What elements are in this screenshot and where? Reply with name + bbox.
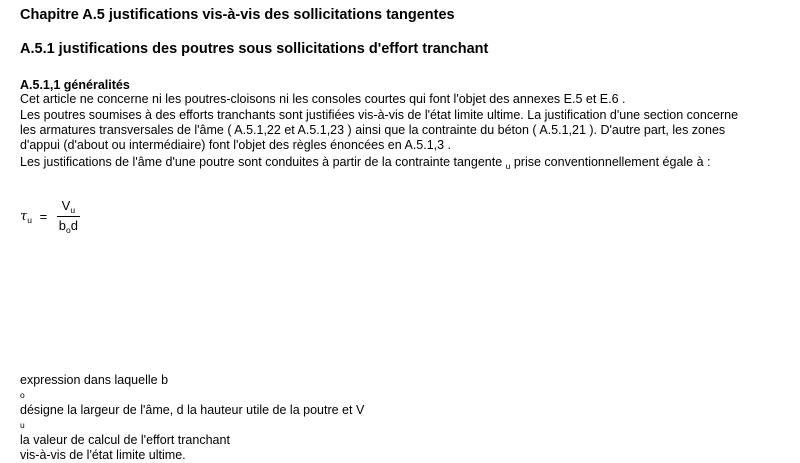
paragraph-line: d'appui (d'about ou intermédiaire) font l'objet des règles énoncées en A.5.1,3 . <box>20 138 452 152</box>
numerator-subscript: u <box>70 205 76 215</box>
equals-sign: = <box>39 209 48 224</box>
formula-fraction <box>57 198 80 235</box>
formula-lhs-subscript: u <box>27 215 32 225</box>
paragraph-scope: Cet article ne concerne ni les poutres-cloisons ni les consoles courtes qui font l'objet des annexes E.5 et E.6 . <box>20 92 626 106</box>
numerator-symbol: V <box>61 198 71 213</box>
paragraph-line: Les poutres soumises à des efforts tranchants sont justifiées vis-à-vis de l'état limite ultime. La justification d'une section concerne <box>20 108 739 122</box>
chapter-title: Chapitre A.5 justifications vis-à-vis des sollicitations tangentes <box>20 7 455 23</box>
paragraph-shear-stress <box>20 155 711 174</box>
text-run: la valeur de calcul de l'effort tranchant <box>20 433 230 447</box>
tau-symbol: τ <box>20 209 28 224</box>
text-run: expression dans laquelle b <box>20 373 169 387</box>
paragraph-justification <box>20 108 738 153</box>
subscript: u <box>505 161 511 171</box>
denominator-b: b <box>58 218 67 233</box>
paragraph-line: vis-à-vis de l'état limite ultime. <box>20 448 186 462</box>
text-run: prise conventionnellement égale à : <box>510 155 711 169</box>
paragraph-line <box>20 373 364 448</box>
text-run: Les justifications de l'âme d'une poutre sont conduites à partir de la contrainte tangente <box>20 155 506 169</box>
subscript: u <box>20 420 25 430</box>
denominator-d: d <box>70 218 78 233</box>
fraction-numerator <box>57 198 80 217</box>
denominator-subscript: o <box>66 225 71 235</box>
shear-stress-formula <box>20 198 80 235</box>
subscript: o <box>20 390 25 400</box>
section-title: A.5.1 justifications des poutres sous sollicitations d'effort tranchant <box>20 41 489 57</box>
formula-lhs <box>20 208 32 225</box>
text-run: désigne la largeur de l'âme, d la hauteur utile de la poutre et V <box>20 403 365 417</box>
paragraph-line: les armatures transversales de l'âme ( A.5.1,22 et A.5.1,23 ) ainsi que la contrainte du béton ( A.5.1,21 ). D'autre part, les zones <box>20 123 726 137</box>
fraction-denominator <box>57 217 80 235</box>
subsection-title: A.5.1,1 généralités <box>20 78 130 92</box>
paragraph-definitions <box>20 373 364 463</box>
